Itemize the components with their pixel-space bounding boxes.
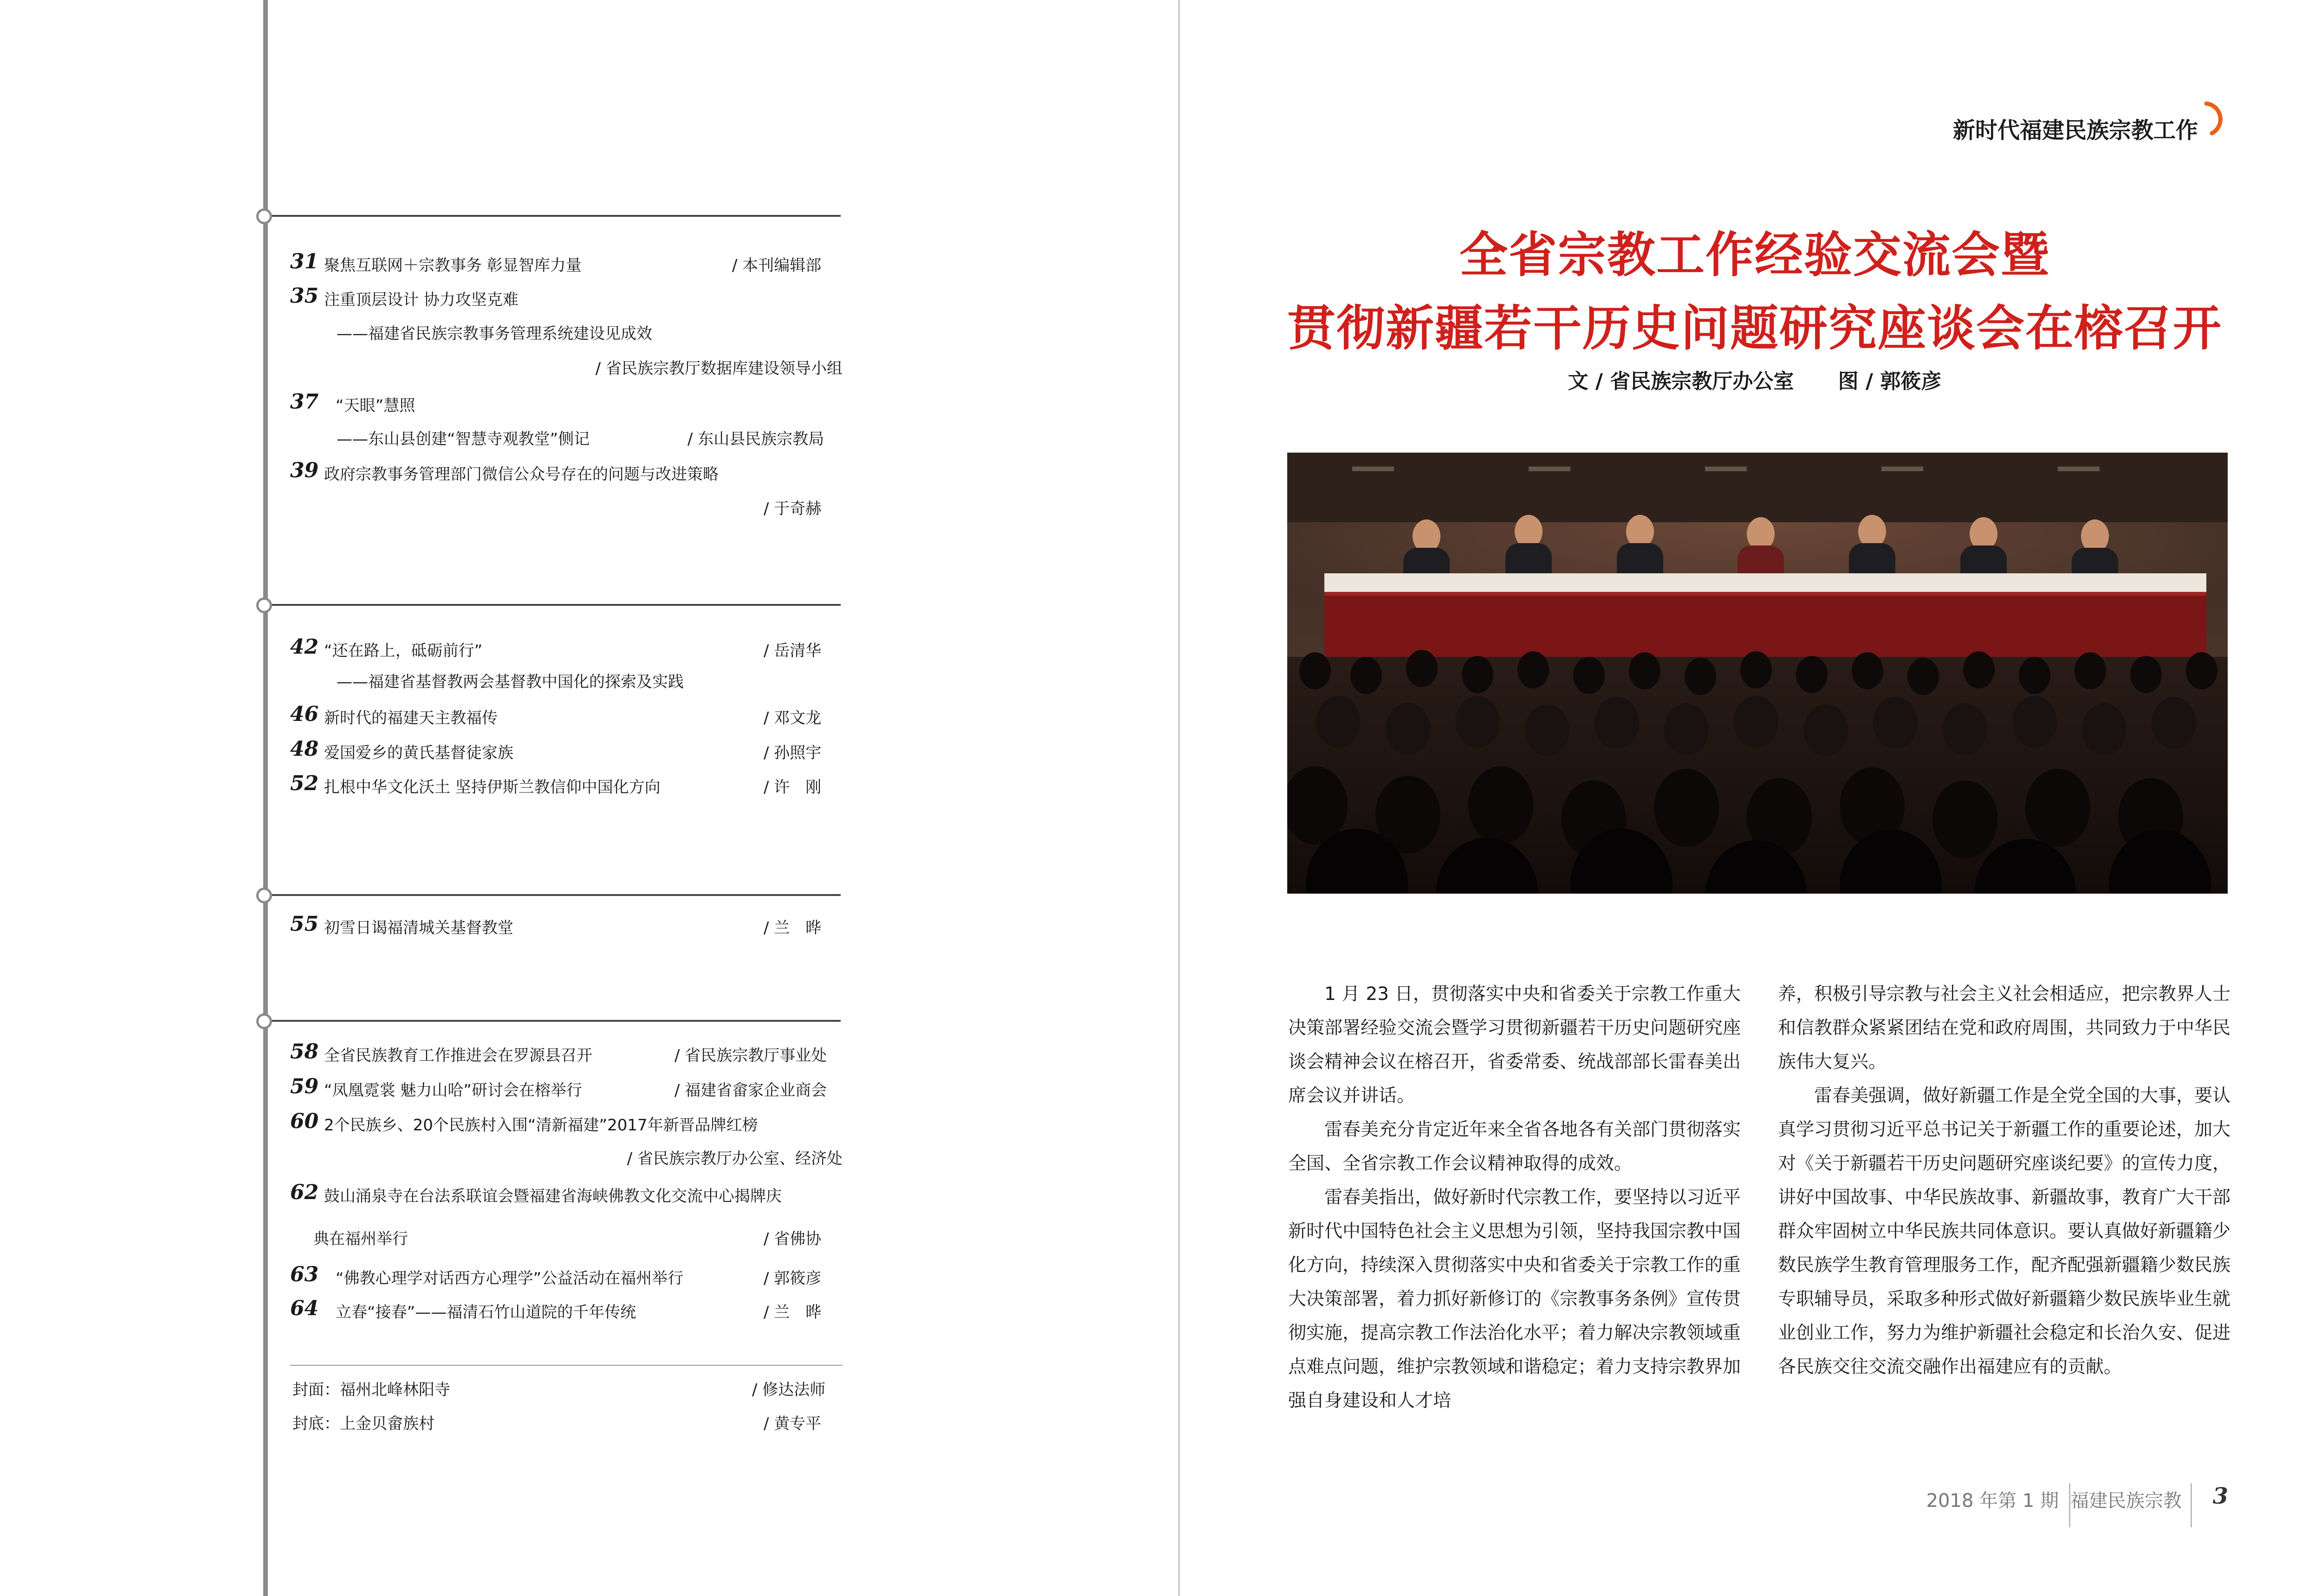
- toc-item[interactable]: [290, 772, 843, 799]
- cover-credit-author: / 黄专平: [764, 1414, 822, 1433]
- toc-item[interactable]: [290, 284, 843, 312]
- timeline-node: [256, 888, 272, 903]
- toc-item-author: / 于奇赫: [764, 500, 822, 518]
- cover-credit-label: 封面：福州北峰林阳寺: [292, 1381, 450, 1399]
- toc-item[interactable]: [290, 250, 843, 278]
- toc-item-author: / 郭筱彦: [764, 1269, 822, 1288]
- toc-item[interactable]: [290, 1263, 843, 1291]
- toc-item-author: / 岳清华: [764, 642, 822, 660]
- toc-page-number: 42: [290, 635, 319, 659]
- toc-page-number: 63: [290, 1263, 319, 1286]
- footer-magazine-name: 福建民族宗教: [2070, 1490, 2182, 1512]
- toc-item-subtitle: 典在福州举行: [313, 1230, 408, 1248]
- toc-item-title: 聚焦互联网＋宗教事务 彰显智库力量: [324, 256, 582, 275]
- toc-item-subtitle: ——福建省民族宗教事务管理系统建设见成效: [337, 324, 652, 343]
- page-footer: [1810, 1483, 2228, 1511]
- toc-item[interactable]: [290, 390, 843, 418]
- toc-item-author: / 邓文龙: [764, 709, 822, 727]
- toc-page-number: 31: [290, 250, 319, 273]
- section-rule: [272, 215, 841, 217]
- toc-item[interactable]: [290, 912, 843, 940]
- toc-item-title: 初雪日谒福清城关基督教堂: [324, 919, 513, 937]
- toc-item-author: / 省佛协: [764, 1230, 822, 1248]
- toc-item[interactable]: [290, 1075, 843, 1103]
- back-cover-credit: [290, 1408, 843, 1436]
- section-rule: [272, 604, 841, 606]
- toc-item-title: 注重顶层设计 协力攻坚克难: [324, 291, 519, 309]
- toc-item-title: 爱国爱乡的黄氏基督徒家族: [324, 744, 513, 762]
- toc-item-author-row: [290, 493, 843, 521]
- toc-item-title: “还在路上，砥砺前行”: [324, 642, 483, 660]
- toc-page-number: 64: [290, 1297, 319, 1320]
- covers-divider: [290, 1365, 843, 1366]
- footer-divider: [2191, 1483, 2192, 1527]
- toc-item[interactable]: [290, 1181, 843, 1208]
- toc-page-number: 52: [290, 772, 319, 795]
- toc-item-author: / 福建省畲家企业商会: [674, 1081, 827, 1100]
- toc-page-number: 62: [290, 1181, 319, 1204]
- toc-page-number: 35: [290, 284, 319, 308]
- toc-item-author-row: [290, 353, 843, 381]
- toc-item-subtitle-row: [290, 318, 843, 346]
- toc-item-subtitle: ——东山县创建“智慧寺观教堂”侧记: [337, 430, 590, 448]
- byline-photographer: 图 / 郭筱彦: [1838, 370, 1942, 393]
- toc-item-title: 新时代的福建天主教福传: [324, 709, 498, 727]
- section-rule: [272, 1020, 841, 1022]
- cover-credit: [290, 1374, 843, 1402]
- article-paragraph: 养，积极引导宗教与社会主义社会相适应，把宗教界人士和信教群众紧紧团结在党和政府周围，共同致力于中华民族伟大复兴。: [1778, 984, 2231, 1072]
- article-column-right: [1778, 977, 2230, 1384]
- toc-item-author: / 省民族宗教厅办公室、经济处: [627, 1149, 843, 1168]
- toc-item[interactable]: [290, 702, 843, 730]
- toc-item-title: 全省民族教育工作推进会在罗源县召开: [324, 1046, 592, 1065]
- article-paragraph: 1 月 23 日，贯彻落实中央和省委关于宗教工作重大决策部署经验交流会暨学习贯彻新疆若干历史问题研究座谈会精神会议在榕召开，省委常委、统战部部长雷春美出席会议并讲话。: [1288, 984, 1741, 1106]
- article-paragraph: 雷春美指出，做好新时代宗教工作，要坚持以习近平新时代中国特色社会主义思想为引领，坚持我国宗教中国化方向，持续深入贯彻落实中央和省委关于宗教工作的重大决策部署，着力抓好新修订的《宗教事务条例》宣传贯彻实施，提高宗教工作法治化水平；着力解决宗教领域重点难点问题，维护宗教领域和谐稳定；着力支持宗教界加强自身建设和人才培: [1288, 1187, 1741, 1411]
- conference-photo: [1287, 453, 2228, 894]
- section-rule: [272, 894, 841, 896]
- toc-item-title: 2个民族乡、20个民族村入围“清新福建”2017年新晋品牌红榜: [324, 1116, 758, 1135]
- toc-page-number: 59: [290, 1075, 319, 1098]
- arc-icon: [2198, 100, 2235, 137]
- toc-item[interactable]: [290, 1040, 843, 1068]
- toc-item-title: 鼓山涌泉寺在台法系联谊会暨福建省海峡佛教文化交流中心揭牌庆: [324, 1187, 782, 1206]
- toc-item[interactable]: [290, 737, 843, 765]
- byline-author: 文 / 省民族宗教厅办公室: [1568, 370, 1794, 393]
- cover-credit-author: / 修达法师: [752, 1381, 826, 1399]
- toc-item-subtitle-row: [290, 1223, 843, 1251]
- timeline-node: [256, 597, 272, 613]
- toc-page-number: 37: [290, 390, 319, 414]
- timeline-line: [263, 0, 268, 1596]
- toc-item-author: / 本刊编辑部: [732, 256, 822, 275]
- toc-page-number: 39: [290, 459, 319, 482]
- article-title-line-1: 全省宗教工作经验交流会暨: [1459, 227, 2050, 283]
- toc-item-author: / 兰 晔: [764, 919, 822, 937]
- toc-item-title: “凤凰霓裳 魅力山哈”研讨会在榕举行: [324, 1081, 583, 1100]
- toc-item-title: “天眼”慧照: [336, 396, 415, 415]
- running-head: 新时代福建民族宗教工作: [1952, 117, 2198, 143]
- toc-item-subtitle-row: [290, 423, 843, 451]
- article-title-line-2: 贯彻新疆若干历史问题研究座谈会在榕召开: [1287, 300, 2222, 357]
- toc-item-subtitle: ——福建省基督教两会基督教中国化的探索及实践: [337, 673, 684, 691]
- article-paragraph: 雷春美充分肯定近年来全省各地各有关部门贯彻落实全国、全省宗教工作会议精神取得的成效。: [1288, 1119, 1741, 1174]
- toc-page-number: 55: [290, 912, 319, 936]
- article-column-left: [1288, 977, 1741, 1418]
- toc-item-author: / 省民族宗教厅数据库建设领导小组: [595, 359, 843, 378]
- toc-item-subtitle-row: [290, 666, 843, 694]
- toc-item-author: / 孙照宇: [764, 744, 822, 762]
- toc-item-title: 立春“接春”——福清石竹山道院的千年传统: [336, 1303, 636, 1322]
- toc-item[interactable]: [290, 1297, 843, 1324]
- article-paragraph: 雷春美强调，做好新疆工作是全党全国的大事，要认真学习贯彻习近平总书记关于新疆工作的重要论述，加大对《关于新疆若干历史问题研究座谈纪要》的宣传力度，讲好中国故事、中华民族故事、新疆故事，教育广大干部群众牢固树立中华民族共同体意识。要认真做好新疆籍少数民族学生教育管理服务工作，配齐配强新疆籍少数民族专职辅导员，采取多种形式做好新疆籍少数民族毕业生就业创业工作，努力为维护新疆社会稳定和长治久安、促进各民族交往交流交融作出福建应有的贡献。: [1778, 1085, 2231, 1377]
- toc-item-title: “佛教心理学对话西方心理学”公益活动在福州举行: [336, 1269, 684, 1288]
- toc-item-author: / 省民族宗教厅事业处: [674, 1046, 827, 1065]
- toc-page-number: 46: [290, 702, 319, 726]
- toc-item-title: 扎根中华文化沃土 坚持伊斯兰教信仰中国化方向: [324, 778, 661, 797]
- cover-credit-label: 封底：上金贝畲族村: [292, 1414, 434, 1433]
- timeline-node: [256, 208, 272, 224]
- toc-item-author-row: [290, 1143, 843, 1171]
- timeline-node: [256, 1013, 272, 1029]
- toc-item-title: 政府宗教事务管理部门微信公众号存在的问题与改进策略: [324, 465, 719, 484]
- toc-item-author: / 兰 晔: [764, 1303, 822, 1322]
- toc-page-number: 60: [290, 1109, 319, 1133]
- page-spine: [1178, 0, 1180, 1596]
- toc-page-number: 48: [290, 737, 319, 761]
- toc-page-number: 58: [290, 1040, 319, 1064]
- byline: [1281, 364, 2228, 394]
- toc-item-author: / 许 刚: [764, 778, 822, 797]
- article-title: [1281, 218, 2228, 365]
- toc-item[interactable]: [290, 635, 843, 663]
- page-number: 3: [2212, 1483, 2228, 1509]
- toc-item-author: / 东山县民族宗教局: [687, 430, 824, 448]
- toc-item[interactable]: [290, 459, 843, 487]
- footer-issue: 2018 年第 1 期: [1926, 1490, 2059, 1512]
- toc-item[interactable]: [290, 1109, 843, 1137]
